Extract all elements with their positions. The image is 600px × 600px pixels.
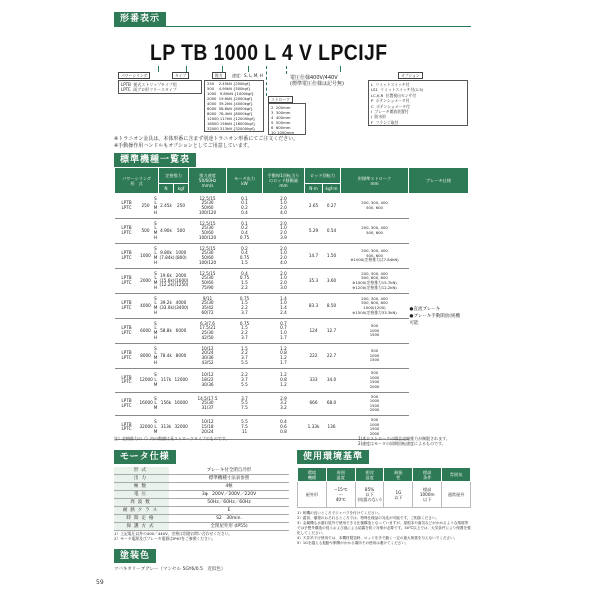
cell-mm: 2.0 1.0 2.0 4.0: [263, 194, 305, 219]
cell-kw: 3.7 5.5 7.5: [227, 392, 263, 416]
cell-n: 39.2k (33.0k): [159, 294, 174, 319]
cell-sp: S L M H: [153, 294, 159, 319]
cell-n: 156k: [159, 392, 174, 416]
cell-mm: 1.2 0.8 1.2 1.7: [263, 344, 305, 369]
cell-model: LPTB LPTC: [115, 219, 139, 244]
cell-sp: S L M H: [153, 319, 159, 344]
cell-model: LPTB LPTC: [115, 392, 139, 416]
cell-model: LPTB LPTC: [115, 269, 139, 294]
cell-size: 8000: [139, 344, 153, 369]
cell-model: LPTB LPTC: [115, 369, 139, 393]
cell-kgfm: 136: [323, 416, 341, 440]
motor-spec-table: [114, 467, 289, 531]
motor-label: 出力: [114, 475, 169, 483]
cell-size: 4000: [139, 294, 153, 319]
cell-nm: 333: [305, 369, 323, 393]
cell-kw: 0.4 0.75 1.5 2.2: [227, 269, 263, 294]
cell-kgfm: 8.50: [323, 294, 341, 319]
cell-kw: 0.75 1.5 2.2 3.7: [227, 294, 263, 319]
motor-notes: 1）上記電圧以外の400／440V、定格は別途お問い合わせください。 2）モータ電源及びブレーキ電源はIP67をご参照ください。: [114, 531, 233, 541]
cell-model: LPTB LPTC: [115, 319, 139, 344]
section-title-standard: 標準機種一覧表: [114, 153, 196, 167]
env-header: 相対 湿度: [355, 468, 384, 482]
header-thrust-kgf: kgf: [174, 184, 189, 194]
cell-size: 2000: [139, 269, 153, 294]
cell-speed: 14.5/17.5 25/30 31/37: [189, 392, 227, 416]
motor-value: 標準機種寸法表参照: [169, 475, 289, 483]
cell-mm: 2.0 1.0 2.0 3.9: [263, 219, 305, 244]
cell-sp: S L M: [153, 369, 159, 393]
label-power-cylinder: パワーシリンダ: [118, 72, 150, 79]
motor-label: 保護方式: [114, 523, 169, 531]
cell-kgfm: 22.7: [323, 344, 341, 369]
label-speed: 速度：S, L, M, H: [232, 73, 263, 78]
cell-kgf: 32000: [174, 416, 189, 440]
connector: [158, 66, 159, 72]
section-title-env: 使用環境基準: [297, 450, 369, 464]
motor-row: [114, 483, 289, 491]
cell-kgfm: 3.60: [323, 269, 341, 294]
env-cell: 1G 以下: [384, 482, 413, 508]
motor-value: E: [169, 507, 289, 515]
cell-kw: 2.2 3.7 5.5: [227, 369, 263, 393]
cell-kgf: 6000: [174, 319, 189, 344]
header-thrust-n: N: [159, 184, 174, 194]
motor-row: [114, 467, 289, 475]
cell-sp: S L M H: [153, 344, 159, 369]
cell-size: 6000: [139, 319, 153, 344]
cell-mm: 0.4 0.6 0.8: [263, 416, 305, 440]
cell-nm: 35.3: [305, 269, 323, 294]
motor-value: 4極: [169, 483, 289, 491]
cell-n: 4.90k: [159, 219, 174, 244]
header-lock-kgf: kgf·m: [323, 184, 341, 194]
model-code-title: LP TB 1000 L 4 V LPCIJF: [150, 40, 388, 65]
cell-kgfm: 0.27: [323, 194, 341, 219]
cell-nm: 5.29: [305, 219, 323, 244]
cell-mm: 2.9 3.2 3.2: [263, 392, 305, 416]
cell-size: 250: [139, 194, 153, 219]
header-motor: モータ出力 kW: [227, 168, 263, 194]
env-cell: 標高 1000m 以下: [413, 482, 442, 508]
cell-stroke: 500 1000 1500 2000: [341, 416, 409, 440]
motor-value: 全閉屋外形 (IP55): [169, 523, 289, 531]
divider: [114, 26, 471, 27]
type-legend: LPTB 揺式ストリップタイプ用 LPTC 両ブロ形フリースタイプ: [118, 80, 202, 94]
table-row: [115, 194, 469, 219]
env-cell: 屋外形: [298, 482, 327, 508]
cell-sp: S L M H: [153, 244, 159, 269]
cell-n: 58.8k: [159, 319, 174, 344]
cell-n: 2.45k: [159, 194, 174, 219]
cell-model: LPTB LPTC: [115, 244, 139, 269]
motor-row: [114, 515, 289, 523]
motor-row: [114, 507, 289, 515]
cell-stroke: 500 1000 1500: [341, 319, 409, 344]
stroke-legend: 2 200mm 3 300mm 4 400mm 5 500mm 6 600mm 10 1000mm: [268, 103, 306, 135]
cell-speed: 10/12 20/24 30/36 43/52: [189, 344, 227, 369]
motor-value: S2 30min.: [169, 515, 289, 523]
cell-speed: 10/12 18/22 30/36: [189, 369, 227, 393]
cell-nm: 2.65: [305, 194, 323, 219]
motor-row: [114, 491, 289, 499]
cell-stroke: 500 1000 1500: [341, 344, 409, 369]
section-title-model-code: 形番表示: [114, 12, 166, 26]
cell-nm: 1.33k: [305, 416, 323, 440]
cell-size: 500: [139, 219, 153, 244]
cell-nm: 124: [305, 319, 323, 344]
cell-mm: 2.0 1.0 2.0 4.0: [263, 244, 305, 269]
standard-models-table: [114, 167, 469, 440]
cell-kgf: 16000: [174, 392, 189, 416]
label-thrust: 推力: [212, 72, 226, 79]
cell-kgf: 1000 (800): [174, 244, 189, 269]
motor-row: [114, 475, 289, 483]
motor-label: 極数: [114, 483, 169, 491]
connector: [266, 66, 267, 96]
motor-value: 3φ 200V／200V／220V: [169, 491, 289, 499]
cell-stroke: 200, 300, 400 500, 600 ※1000(定格推力は7.84kN): [341, 244, 409, 269]
cell-mm: 1.2 0.8 1.2: [263, 369, 305, 393]
cell-model: LPTB LPTC: [115, 194, 139, 219]
cell-speed: 12.5/15 25/30 50/60 75/90: [189, 269, 227, 294]
cell-stroke: 200, 300, 400 500, 600, 800 1000(1200) ※1500(定格推力33.3kN): [341, 294, 409, 319]
env-cell: −15℃ 〜 40℃: [326, 482, 355, 508]
cell-stroke: 200, 300, 400 500, 600, 800 ※1000(定格推力15.7kN) ※1200(定格推力12.2kN): [341, 269, 409, 294]
motor-value: ブレーキ付全閉自冷形: [169, 467, 289, 475]
cell-kgf: 250: [174, 194, 189, 219]
connector: [340, 66, 341, 72]
cell-kgf: 500: [174, 219, 189, 244]
cell-size: 12000: [139, 369, 153, 393]
cell-kgf: 4000 (3400): [174, 294, 189, 319]
env-header: 雰囲気: [442, 468, 471, 482]
voltage-note: 電圧仕様400V/440V (標準電圧仕様は記号無): [290, 75, 344, 87]
cell-size: 32000: [139, 416, 153, 440]
cell-mm: 2.0 1.0 2.0 3.0: [263, 269, 305, 294]
cell-sp: S L M H: [153, 194, 159, 219]
motor-label: 耐熱クラス: [114, 507, 169, 515]
header-brake: ブレーキ仕様: [409, 168, 469, 194]
cell-speed: 12.5/15 25/30 50/60 100/120: [189, 219, 227, 244]
cell-n: 78.4k: [159, 344, 174, 369]
standard-table-body: [115, 194, 469, 440]
cell-n: 19.6k (15.6k) (12.2k): [159, 269, 174, 294]
cell-kgf: 2000 (1600) (1250): [174, 269, 189, 294]
paint-color: ツバキオリーブグレー（マンセル 5GY6/0.5 近似色）: [114, 567, 226, 572]
header-manual: 手動毎1回転当り のロッド移動量 mm: [263, 168, 305, 194]
page-number: 59: [96, 579, 104, 586]
cell-model: LPTB LPTC: [115, 416, 139, 440]
header-speed: 推力速度 50/60Hz mm/s: [189, 168, 227, 194]
label-option: オプション: [398, 72, 423, 79]
cell-kw: 5.5 7.5 11: [227, 416, 263, 440]
cell-kw: 0.1 0.2 0.4 0.75: [227, 219, 263, 244]
cell-mm: 1.4 1.0 1.4 2.4: [263, 294, 305, 319]
cell-n: 9.80k (7.84k): [159, 244, 174, 269]
cell-size: 1000: [139, 244, 153, 269]
cell-model: LPTB LPTC: [115, 344, 139, 369]
standard-note-left: 注）定格推力の（）内の数値は長ストロークタイプのものです。: [114, 436, 230, 441]
env-header: 標高 条件: [413, 468, 442, 482]
option-legend: L リミットスイッチ付 LS1 リミットスイッチ付(1.5) LC,K,R 位置検出センサ付 P ポテンショメータ付 C ポテンショメータ付 I ブレーキ開放装置付 J 防水形 F フランジ取付: [368, 80, 468, 126]
header-stroke: 形標準ストローク mm: [341, 168, 409, 194]
cell-kgfm: 0.54: [323, 219, 341, 244]
cell-kgfm: 34.0: [323, 369, 341, 393]
cell-kgfm: 1.50: [323, 244, 341, 269]
cell-n: 117k: [159, 369, 174, 393]
section-title-paint: 塗装色: [114, 549, 156, 563]
header-thrust: 定格推力: [159, 168, 189, 184]
connector: [248, 66, 249, 72]
cell-size: 16000: [139, 392, 153, 416]
cell-kw: 0.75 1.5 2.2 3.7: [227, 319, 263, 344]
model-notes: ※トラニオン金具は、本体形番に含まず別途トラニオン形番にてご注文ください。 ※手動操作用ハンドルもオプションとしてご用意しています。: [114, 136, 299, 149]
connector: [286, 66, 287, 74]
cell-speed: 12.5/15 25/30 50/60 100/120: [189, 244, 227, 269]
motor-row: [114, 523, 289, 531]
cell-kgfm: 12.7: [323, 319, 341, 344]
label-stroke: ストローク: [268, 96, 293, 103]
cell-speed: 9/11 25/30 35/42 60/72: [189, 294, 227, 319]
cell-kw: 1.5 2.2 3.7 5.5: [227, 344, 263, 369]
env-cell: 通常屋外: [442, 482, 471, 508]
cell-kgfm: 68.0: [323, 392, 341, 416]
cell-speed: 6.3/7.6 17.5/21 25/30 42/50: [189, 319, 227, 344]
header-lock-nm: N·m: [305, 184, 323, 194]
env-notes: 1）相機の良いところでジャバラを付けてください。 2）腐食、爆発のおそれるところでは、特殊仕様品の対応が可能です。ご相談ください。 3）金属機も水濡れ屋外で使用できる仕様構造となっていますが、屋根本や落気などがかかるような環境等では予想外構造の侵入および風による結露を防ぐ対策が必要です。40℃以上では、大気条件により保護を強化してください。 4）天井吊下げ使用では、本機材製造時、ロッドを手で動く一定の過大荷重を与えないでください。 5）1Gを越える振動や衝撃がかかる場所での使用は避けてください。: [297, 511, 471, 545]
section-title-motor: モータ仕様: [114, 450, 176, 464]
cell-kw: 0.1 0.1 0.2 0.4: [227, 194, 263, 219]
motor-label: 時間定格: [114, 515, 169, 523]
cell-model: LPTB LPTC: [115, 294, 139, 319]
env-table: [297, 467, 471, 508]
header-lock: ロッド回転力: [305, 168, 341, 184]
cell-brake: ●直流ブレーキ ●ブレーキ手動開放(純機 可能: [409, 307, 461, 326]
cell-speed: 10/12 15/18 20/24: [189, 416, 227, 440]
env-header: 耐振 性: [384, 468, 413, 482]
cell-stroke: 500 1000 1500 2000: [341, 369, 409, 393]
standard-note-right: 1)本ロストロークの場合定格推力が制限されます。 2)速度はモータの同期回転速度によるものです。: [358, 436, 450, 446]
cell-sp: S L M H: [153, 269, 159, 294]
cell-sp: S L M: [153, 416, 159, 440]
thrust-legend: 250 2.45kN {250kgf} 500 4.90kN {500kgf} 1000 9.80kN {1000kgf} 2000 19.6kN {2000kgf} 4000 39.2kN {4000kgf} 6000 58.8kN {6000kgf} 8000 78.4kN {8000kgf} 12000 117kN {12000kgf} 16000 156kN {16000kgf} 32000 313kN {32000kgf}: [204, 80, 264, 132]
cell-nm: 222: [305, 344, 323, 369]
cell-sp: S L M H: [153, 219, 159, 244]
motor-label: 周波数: [114, 499, 169, 507]
header-model: パワーシリンダ 形 式: [115, 168, 159, 194]
cell-kw: 0.2 0.4 0.75 1.5: [227, 244, 263, 269]
motor-label: 形式: [114, 467, 169, 475]
env-cell: 85% 以下 (結露のない): [355, 482, 384, 508]
cell-kgf: 8000: [174, 344, 189, 369]
cell-stroke: 200, 300, 400 500, 600: [341, 219, 409, 244]
cell-kgf: 12000: [174, 369, 189, 393]
cell-nm: 666: [305, 392, 323, 416]
label-type: タイプ: [172, 72, 189, 79]
motor-label: 電圧: [114, 491, 169, 499]
cell-stroke: 500 1000 1500 2000: [341, 392, 409, 416]
cell-mm: 0.7 0.7 1.0 1.7: [263, 319, 305, 344]
motor-value: 50Hz／60Hz／60Hz: [169, 499, 289, 507]
motor-row: [114, 499, 289, 507]
env-header: 環境 機種: [298, 468, 327, 482]
env-header: 周囲 温度: [326, 468, 355, 482]
cell-stroke: 200, 300, 400 500, 600: [341, 194, 409, 219]
cell-nm: 14.7: [305, 244, 323, 269]
cell-speed: 12.5/15 25/30 50/60 100/120: [189, 194, 227, 219]
cell-n: 313k: [159, 416, 174, 440]
cell-sp: S L M: [153, 392, 159, 416]
cell-nm: 83.3: [305, 294, 323, 319]
